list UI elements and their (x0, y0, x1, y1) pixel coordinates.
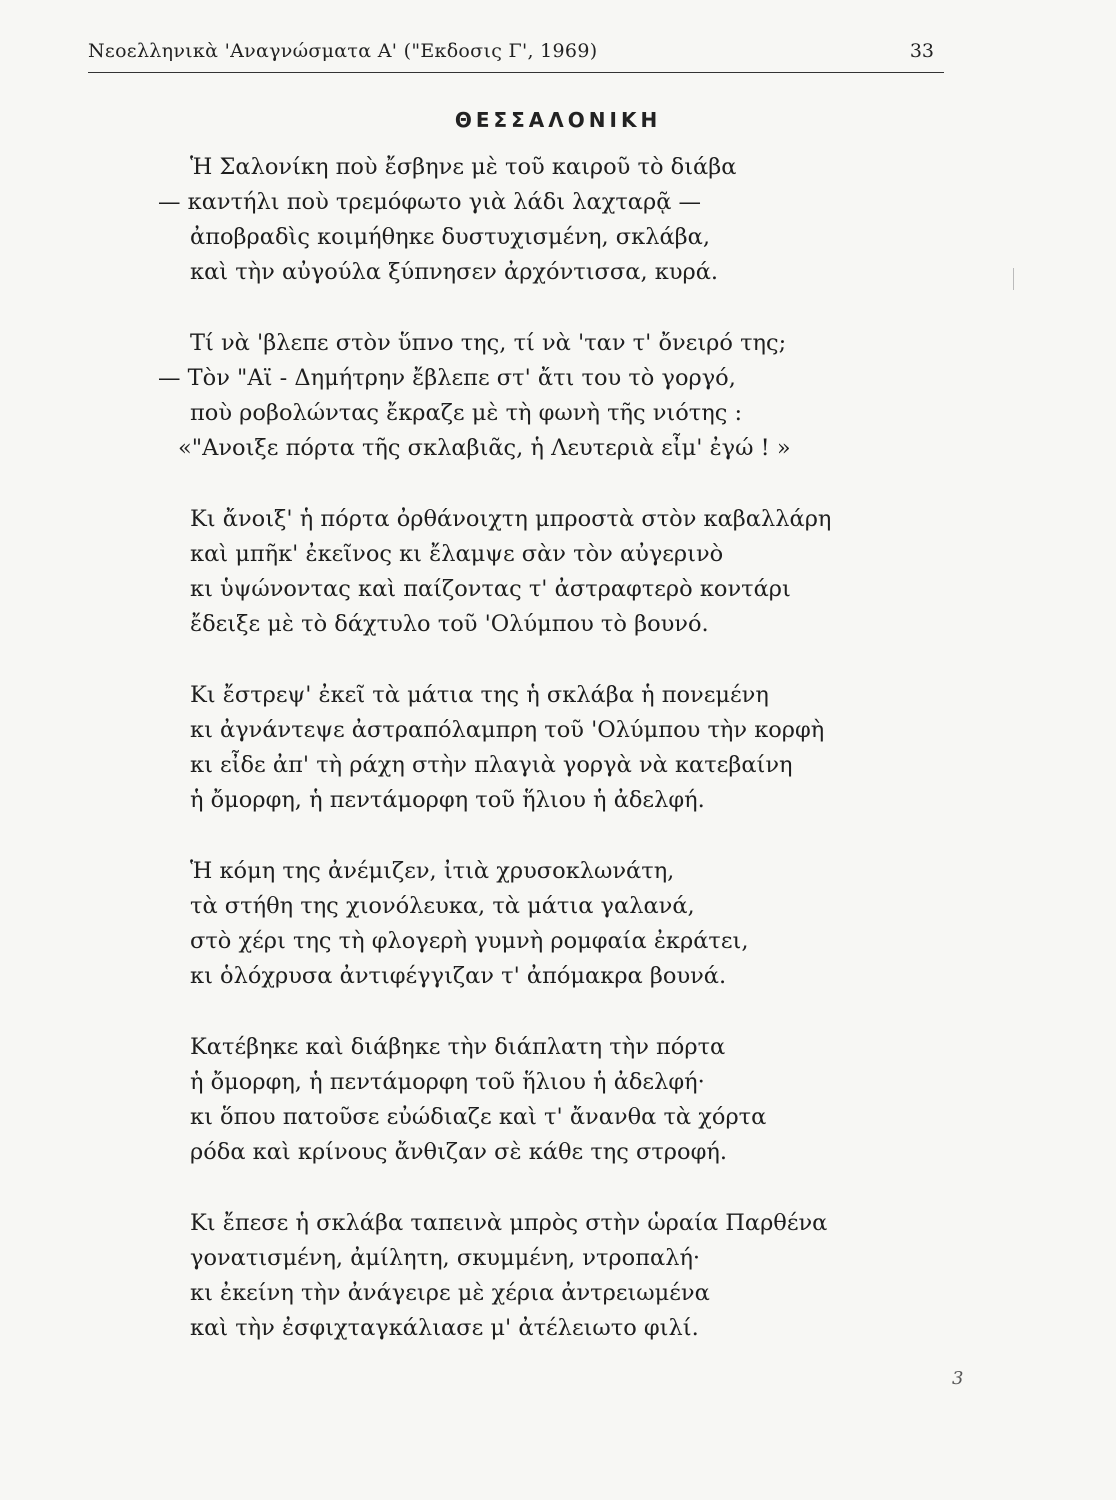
stanza-6 (0, 1030, 1116, 1170)
poem-line: ρόδα καὶ κρίνους ἄνθιζαν σὲ κάθε της στροφή. (190, 1139, 727, 1165)
poem-line: κι ὑψώνοντας καὶ παίζοντας τ' ἀστραφτερὸ κοντάρι (190, 576, 791, 602)
poem-line: ποὺ ροβολώντας ἔκραζε μὲ τὴ φωνὴ τῆς νιότης : (190, 400, 743, 426)
poem-line: κι ἐκείνη τὴν ἀνάγειρε μὲ χέρια ἀντρειωμένα (190, 1280, 710, 1306)
poem-line: Κι ἔπεσε ἡ σκλάβα ταπεινὰ μπρὸς στὴν ὡραία Παρθένα (190, 1210, 828, 1236)
stanza-4 (0, 678, 1116, 818)
poem-line: ἔδειξε μὲ τὸ δάχτυλο τοῦ 'Ολύμπου τὸ βουνό. (190, 611, 709, 637)
poem-line: γονατισμένη, ἀμίλητη, σκυμμένη, ντροπαλή· (190, 1245, 701, 1271)
poem-line: ἀποβραδὶς κοιμήθηκε δυστυχισμένη, σκλάβα, (190, 224, 711, 250)
poem-line: καὶ τὴν ἐσφιχταγκάλιασε μ' ἀτέλειωτο φιλί. (190, 1315, 699, 1341)
stanza-1 (0, 150, 1116, 290)
poem-line: ἡ ὄμορφη, ἡ πεντάμορφη τοῦ ἥλιου ἡ ἀδελφή· (190, 1069, 705, 1095)
poem-line: «"Ανοιξε πόρτα τῆς σκλαβιᾶς, ἡ Λευτεριὰ εἶμ' ἐγώ ! » (178, 435, 791, 461)
poem-line: καὶ μπῆκ' ἐκεῖνος κι ἔλαμψε σὰν τὸν αὐγερινὸ (190, 541, 724, 567)
poem-line: κι ἀγνάντεψε ἀστραπόλαμπρη τοῦ 'Ολύμπου τὴν κορφὴ (190, 717, 825, 743)
poem-body (0, 150, 1116, 1382)
stanza-2 (0, 326, 1116, 466)
poem-line: τὰ στήθη της χιονόλευκα, τὰ μάτια γαλανά, (190, 893, 695, 919)
stanza-5 (0, 854, 1116, 994)
poem-line: — καντήλι ποὺ τρεμόφωτο γιὰ λάδι λαχταρᾷ — (158, 189, 702, 215)
poem-line: Κατέβηκε καὶ διάβηκε τὴν διάπλατη τὴν πόρτα (190, 1034, 726, 1060)
stanza-3 (0, 502, 1116, 642)
poem-line: κι ὅπου πατοῦσε εὐώδιαζε καὶ τ' ἄνανθα τὰ χόρτα (190, 1104, 767, 1130)
poem-line: Ἡ Σαλονίκη ποὺ ἔσβηνε μὲ τοῦ καιροῦ τὸ διάβα (190, 154, 737, 180)
poem-line: Κι ἄνοιξ' ἡ πόρτα ὀρθάνοιχτη μπροστὰ στὸν καβαλλάρη (190, 506, 832, 532)
poem-line: Τί νὰ 'βλεπε στὸν ὕπνο της, τί νὰ 'ταν τ' ὄνειρό της; (190, 330, 787, 356)
poem-line: ἡ ὄμορφη, ἡ πεντάμορφη τοῦ ἥλιου ἡ ἀδελφή. (190, 787, 705, 813)
poem-line: Ἡ κόμη της ἀνέμιζεν, ἰτιὰ χρυσοκλωνάτη, (190, 858, 675, 884)
poem-line: Κι ἔστρεψ' ἐκεῖ τὰ μάτια της ἡ σκλάβα ἡ πονεμένη (190, 682, 769, 708)
signature-mark: 3 (952, 1368, 964, 1389)
running-head: Νεοελληνικὰ 'Αναγνώσματα Α' ("Εκδοσις Γ', 1969) (88, 40, 598, 62)
margin-mark (1013, 268, 1014, 290)
page-header (88, 40, 944, 73)
poem-line: — Τὸν "Αϊ - Δημήτρην ἔβλεπε στ' ἄτι του τὸ γοργό, (158, 365, 736, 391)
poem-line: καὶ τὴν αὐγούλα ξύπνησεν ἀρχόντισσα, κυρά. (190, 259, 719, 285)
poem-line: κι εἶδε ἀπ' τὴ ράχη στὴν πλαγιὰ γοργὰ νὰ κατεβαίνη (190, 752, 793, 778)
poem-line: στὸ χέρι της τὴ φλογερὴ γυμνὴ ρομφαία ἐκράτει, (190, 928, 749, 954)
stanza-7 (0, 1206, 1116, 1346)
poem-line: κι ὁλόχρυσα ἀντιφέγγιζαν τ' ἀπόμακρα βουνά. (190, 963, 727, 989)
page-number: 33 (909, 40, 934, 62)
poem-title: ΘΕΣΣΑΛΟΝΙΚΗ (454, 108, 662, 132)
